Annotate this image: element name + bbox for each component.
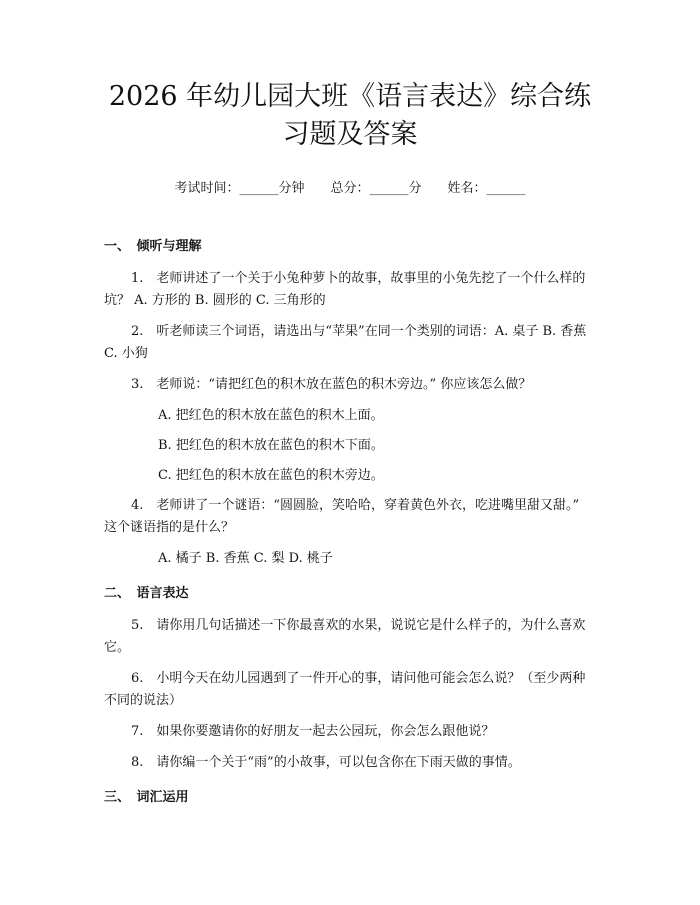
section-listening <box>104 237 596 570</box>
question-3-option-b: B. 把红色的积木放在蓝色的积木下面。 <box>158 438 384 453</box>
question-6: 6. 小明今天在幼儿园遇到了一件开心的事，请问他可能会怎么说？（至少两种不同的说法） <box>104 671 586 708</box>
section-heading: 二、 语言表达 <box>104 586 189 601</box>
question-3: 3. 老师说：“请把红色的积木放在蓝色的积木旁边。” 你应该怎么做？ <box>131 377 532 392</box>
question-5: 5. 请你用几句话描述一下你最喜欢的水果，说说它是什么样子的，为什么喜欢它。 <box>104 618 586 655</box>
question-4: 4. 老师讲了一个谜语：“圆圆脸，笑哈哈，穿着黄色外衣，吃进嘴里甜又甜。” 这个谜语指的是什么？ <box>104 498 580 535</box>
question-2: 2. 听老师读三个词语，请选出与“苹果”在同一个类别的词语：A. 桌子 B. 香蕉 C. 小狗 <box>104 324 587 361</box>
document-title: 2026 年幼儿园大班《语言表达》综合练习题及答案 <box>108 81 592 150</box>
question-8: 8. 请你编一个关于“雨”的小故事，可以包含你在下雨天做的事情。 <box>131 755 521 770</box>
section-heading: 三、 词汇运用 <box>104 790 189 805</box>
question-4-options: A. 橘子 B. 香蕉 C. 梨 D. 桃子 <box>158 551 333 566</box>
section-heading: 一、 倾听与理解 <box>104 239 202 254</box>
question-3-option-c: C. 把红色的积木放在蓝色的积木旁边。 <box>158 468 384 483</box>
question-7: 7. 如果你要邀请你的好朋友一起去公园玩，你会怎么跟他说？ <box>131 724 495 739</box>
question-1: 1. 老师讲述了一个关于小兔种萝卜的故事，故事里的小兔先挖了一个什么样的坑？ A. 方形的 B. 圆形的 C. 三角形的 <box>104 271 586 308</box>
section-expression <box>104 584 596 774</box>
section-vocabulary <box>104 788 596 808</box>
exam-info-line: 考试时间：______分钟 总分：______分 姓名：______ <box>174 181 526 196</box>
question-3-option-a: A. 把红色的积木放在蓝色的积木上面。 <box>158 408 384 423</box>
